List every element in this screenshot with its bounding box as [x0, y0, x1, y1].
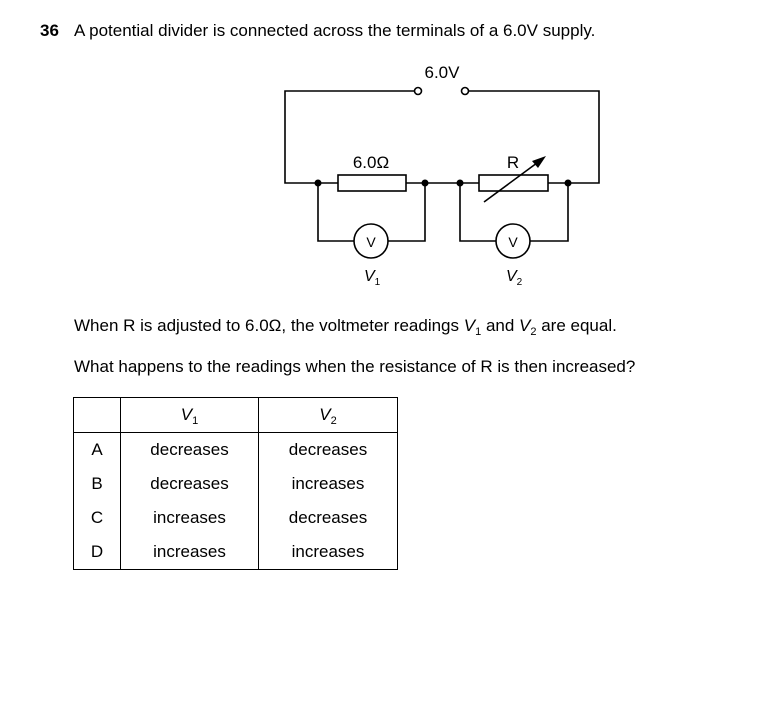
option-v1: increases: [121, 535, 259, 570]
option-letter: C: [74, 501, 121, 535]
option-letter: A: [74, 433, 121, 468]
option-v2: increases: [259, 535, 398, 570]
option-letter: B: [74, 467, 121, 501]
voltmeter-2-label: $V_2$: [506, 268, 523, 288]
option-v2: decreases: [259, 433, 398, 468]
wire-top-right: [467, 91, 599, 183]
option-v1: decreases: [121, 433, 259, 468]
arrowhead-icon: [532, 156, 546, 168]
circuit-diagram: [0, 0, 778, 300]
supply-label: 6.0V: [424, 63, 460, 82]
option-v2: decreases: [259, 501, 398, 535]
junction-dot: [565, 180, 572, 187]
junction-dot: [315, 180, 322, 187]
header-v2: $V_2$: [259, 398, 398, 433]
supply-terminal-right: [462, 88, 469, 95]
question-number: 36: [40, 21, 59, 40]
voltmeter-1-symbol: V: [366, 234, 376, 250]
paragraph-question: What happens to the readings when the resistance of R is then increased?: [74, 357, 636, 376]
fixed-resistor: [338, 175, 406, 191]
variable-resistor-label: R: [506, 153, 520, 172]
option-v2: increases: [259, 467, 398, 501]
header-v1: $V_1$: [121, 398, 259, 433]
variable-resistor: [479, 175, 548, 191]
voltmeter-2-symbol: V: [508, 234, 518, 250]
supply-terminal-left: [415, 88, 422, 95]
junction-dot: [422, 180, 429, 187]
wire-top-left: [285, 91, 416, 183]
junction-dot: [457, 180, 464, 187]
option-letter: D: [74, 535, 121, 570]
answer-table: [73, 397, 398, 570]
paragraph-equal-readings: When R is adjusted to 6.0Ω, the voltmeter readings $V_1$ and $V_2$ are equal.: [74, 316, 617, 338]
table-row[interactable]: [74, 467, 398, 501]
option-v1: decreases: [121, 467, 259, 501]
table-row[interactable]: [74, 501, 398, 535]
question-text: A potential divider is connected across the terminals of a 6.0V supply.: [74, 21, 596, 40]
header-empty: [74, 398, 121, 433]
table-header-row: [74, 398, 398, 433]
table-row[interactable]: [74, 535, 398, 570]
fixed-resistor-label: 6.0Ω: [352, 153, 390, 172]
voltmeter-1-label: $V_1$: [364, 268, 381, 288]
option-v1: increases: [121, 501, 259, 535]
table-row[interactable]: [74, 433, 398, 468]
